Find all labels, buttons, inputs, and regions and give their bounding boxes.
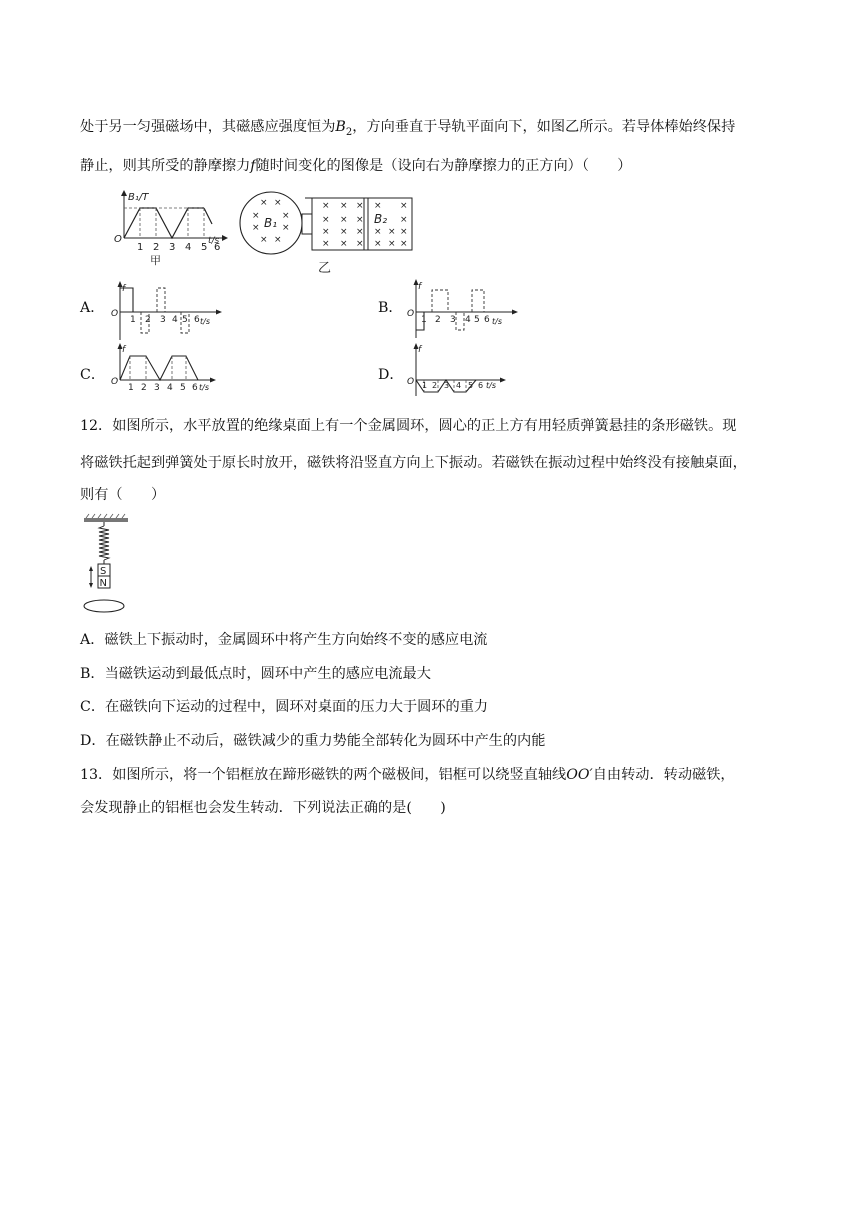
tick-label: 2 <box>141 383 147 393</box>
q13-stem-line1: 13．如图所示，将一个铝框放在蹄形磁铁的两个磁极间，铝框可以绕竖直轴线OO′自由转动．转动磁铁， <box>80 767 735 783</box>
cross-mark: × <box>340 215 348 225</box>
cross-mark: × <box>340 239 348 249</box>
cross-mark: × <box>388 227 396 237</box>
axis-t-label: t/s <box>199 383 209 392</box>
magnet-n-pole: N <box>99 578 107 589</box>
jia-caption: 甲 <box>150 254 161 267</box>
tick-label: 4 <box>172 315 178 325</box>
cross-mark: × <box>282 223 290 233</box>
cross-mark: × <box>252 211 260 221</box>
option-a-graph <box>108 280 228 342</box>
spring-magnet-figure <box>82 514 142 616</box>
tick-label: 5 <box>474 315 480 325</box>
tick-label: 3 <box>160 315 166 325</box>
cross-mark: × <box>252 223 260 233</box>
jia-tick: 6 <box>214 242 221 253</box>
axis-f-label: f <box>418 282 422 292</box>
option-a-label: A． <box>80 300 105 316</box>
field-b1-label: B₁ <box>264 216 278 230</box>
axis-f-label: f <box>122 345 126 355</box>
tick-label: 6 <box>484 315 490 325</box>
tick-label: 4 <box>456 381 462 390</box>
jia-tick: 2 <box>153 242 160 253</box>
cross-mark: × <box>356 201 364 211</box>
cross-mark: × <box>340 227 348 237</box>
jia-origin: O <box>114 234 122 245</box>
cross-mark: × <box>400 201 408 211</box>
axis-f-label: f <box>418 345 422 355</box>
cross-mark: × <box>322 215 330 225</box>
cross-mark: × <box>374 201 382 211</box>
b-symbol: B <box>335 119 346 135</box>
axis-t-label: t/s <box>486 381 496 390</box>
jia-tick: 3 <box>169 242 176 253</box>
tick-label: 3 <box>444 381 450 390</box>
tick-label: 5 <box>468 381 474 390</box>
tick-label: 5 <box>182 315 188 325</box>
cross-mark: × <box>374 227 382 237</box>
jia-ylabel: B₁/T <box>128 192 149 203</box>
q11-stem-line1: 处于另一匀强磁场中，其磁感应强度恒为$B_2$，方向垂直于导轨平面向下，如图乙所示。若导体棒始终保持 <box>80 119 736 138</box>
q12-option-c: C．在磁铁向下运动的过程中，圆环对桌面的压力大于圆环的重力 <box>80 699 489 715</box>
q12-stem-line1: 12．如图所示，水平放置的绝缘桌面上有一个金属圆环，圆心的正上方有用轻质弹簧悬挂的条形磁铁。现 <box>80 418 737 434</box>
cross-mark: × <box>374 239 382 249</box>
option-d-label: D． <box>378 367 404 383</box>
jia-tick: 4 <box>185 242 192 253</box>
cross-mark: × <box>356 227 364 237</box>
cross-mark: × <box>260 198 268 208</box>
cross-mark: × <box>322 239 330 249</box>
f-symbol: f <box>250 158 256 174</box>
axis-oo-prime: OO′ <box>566 767 593 783</box>
q11-stem-line2: 静止，则其所受的静摩擦力f随时间变化的图像是（设向右为静摩擦力的正方向）（ ） <box>80 158 632 174</box>
axis-origin: O <box>407 309 415 319</box>
tick-label: 6 <box>192 383 198 393</box>
cross-mark: × <box>260 235 268 245</box>
tick-label: 2 <box>432 381 438 390</box>
axis-origin: O <box>111 309 119 319</box>
tick-label: 1 <box>130 315 136 325</box>
q12-stem-line2: 将磁铁托起到弹簧处于原长时放开，磁铁将沿竖直方向上下振动。若磁铁在振动过程中始终没有接触桌面， <box>80 455 747 471</box>
cross-mark: × <box>274 235 282 245</box>
cross-mark: × <box>322 227 330 237</box>
q12-option-a: A．磁铁上下振动时，金属圆环中将产生方向始终不变的感应电流 <box>80 632 488 648</box>
figure-yi-rails <box>240 188 415 274</box>
cross-mark: × <box>388 239 396 249</box>
field-b2-label: B₂ <box>374 212 388 226</box>
cross-mark: × <box>400 239 408 249</box>
cross-mark: × <box>282 211 290 221</box>
figure-jia-graph <box>110 188 230 268</box>
tick-label: 4 <box>167 383 173 393</box>
tick-label: 2 <box>435 315 441 325</box>
tick-label: 6 <box>478 381 484 390</box>
axis-origin: O <box>407 377 415 387</box>
cross-mark: × <box>274 198 282 208</box>
tick-label: 3 <box>450 315 456 325</box>
cross-mark: × <box>356 239 364 249</box>
tick-label: 6 <box>194 315 200 325</box>
cross-mark: × <box>340 201 348 211</box>
option-d-graph <box>404 342 524 398</box>
option-c-label: C． <box>80 367 106 383</box>
axis-origin: O <box>111 377 119 387</box>
tick-label: 1 <box>421 315 427 325</box>
yi-caption: 乙 <box>318 261 332 276</box>
q12-option-d: D．在磁铁静止不动后，磁铁减少的重力势能全部转化为圆环中产生的内能 <box>80 733 546 749</box>
axis-f-label: f <box>122 284 126 294</box>
tick-label: 4 <box>465 315 471 325</box>
option-c-graph <box>108 342 228 394</box>
tick-label: 3 <box>154 383 160 393</box>
jia-xlabel: t/s <box>208 236 220 246</box>
cross-mark: × <box>322 201 330 211</box>
axis-t-label: t/s <box>200 317 210 326</box>
tick-label: 1 <box>422 381 428 390</box>
option-b-graph <box>404 278 524 340</box>
axis-t-label: t/s <box>492 317 502 326</box>
option-b-label: B． <box>378 300 403 316</box>
cross-mark: × <box>400 215 408 225</box>
tick-label: 1 <box>128 383 134 393</box>
tick-label: 5 <box>180 383 186 393</box>
tick-label: 2 <box>145 315 151 325</box>
jia-tick: 1 <box>137 242 144 253</box>
q13-stem-line2: 会发现静止的铝框也会发生转动．下列说法正确的是( ) <box>80 800 446 816</box>
q12-stem-line3: 则有（ ） <box>80 487 166 503</box>
magnet-s-pole: S <box>100 566 107 577</box>
cross-mark: × <box>400 227 408 237</box>
q12-option-b: B．当磁铁运动到最低点时，圆环中产生的感应电流最大 <box>80 666 431 682</box>
cross-mark: × <box>356 215 364 225</box>
jia-tick: 5 <box>201 242 208 253</box>
